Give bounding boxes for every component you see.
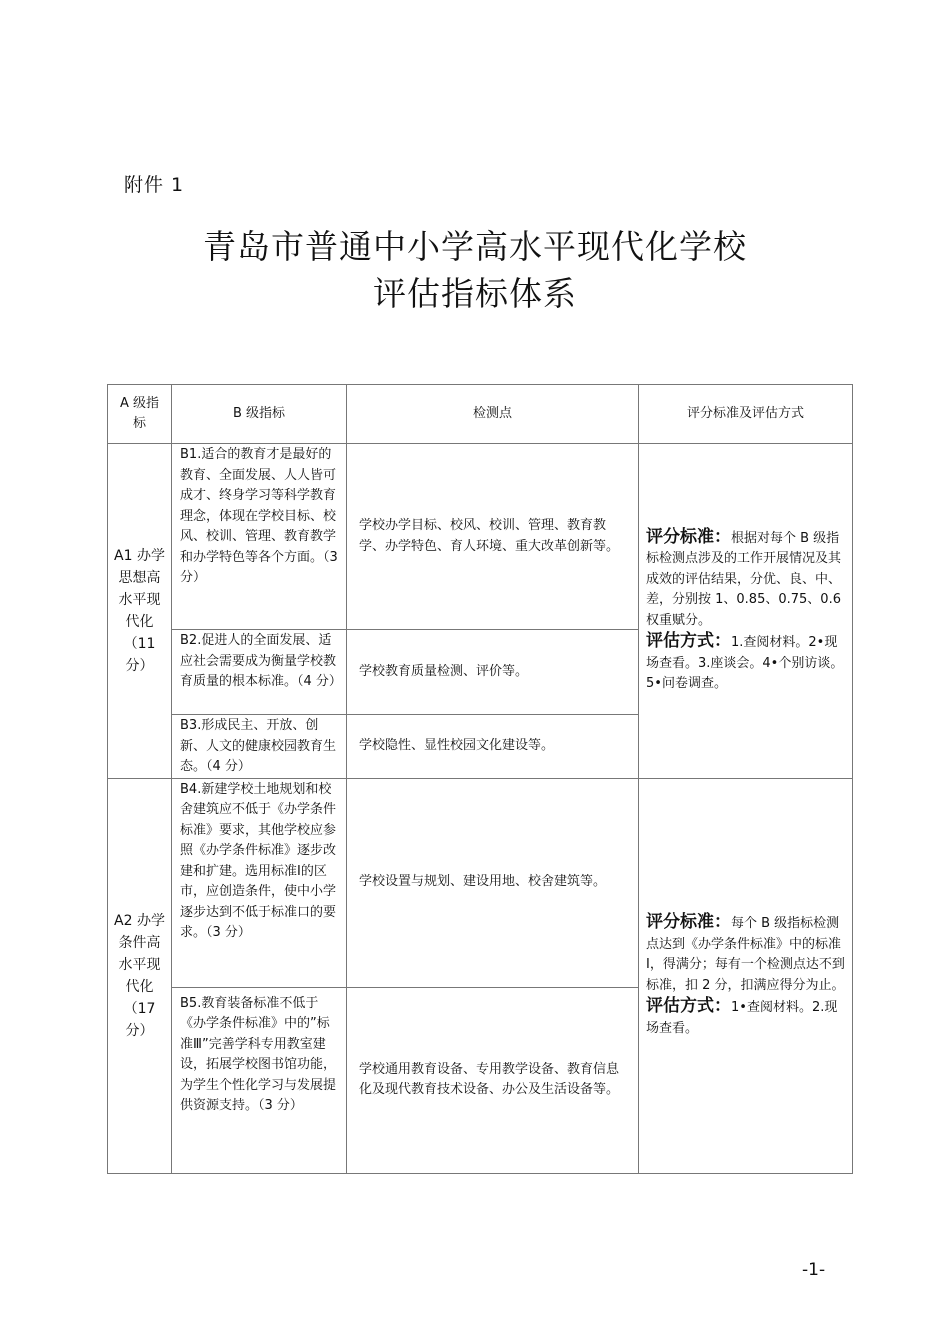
b5-check: 学校通用教育设备、专用教学设备、教育信息化及现代教育技术设备、办公及生活设备等。 — [347, 987, 639, 1173]
score-text: 根据对每个 B 级指标检测点涉及的工作开展情况及其成效的评估结果，分优、良、中、差，分别按 1、0.85、0.75、0.6 权重赋分。 — [646, 530, 842, 628]
method-label: 评估方式： — [646, 631, 731, 652]
title-line-1: 青岛市普通中小学高水平现代化学校 — [203, 227, 747, 266]
b2-text: B2.促进人的全面发展、适应社会需要成为衡量学校教育质量的根本标准。（4 分） — [172, 630, 347, 715]
b1-text: B1.适合的教育才是最好的教育、全面发展、人人皆可成才、终身学习等科学教育理念，体现在学校目标、校风、校训、管理、教育教学和办学特色等各个方面。（3 分） — [172, 444, 347, 630]
b2-check: 学校教育质量检测、评价等。 — [347, 630, 639, 715]
b3-text: B3.形成民主、开放、创新、人文的健康校园教育生态。（4 分） — [172, 715, 347, 779]
method-label: 评估方式： — [646, 996, 731, 1016]
a2-scoring — [639, 778, 853, 1173]
table-header-row — [108, 385, 853, 444]
a1-label: A1 办学思想高水平现代化（11 分） — [108, 444, 172, 779]
indicator-table — [107, 384, 853, 1174]
header-check-points: 检测点 — [347, 385, 639, 444]
method-text: 1.查阅材料。2•现场查看。3.座谈会。4•个别访谈。5•问卷调查。 — [646, 635, 844, 692]
score-label: 评分标准： — [646, 912, 731, 932]
page-number: -1- — [802, 1260, 826, 1280]
method-text: 1•查阅材料。2.现场查看。 — [646, 1000, 838, 1036]
table-row — [108, 778, 853, 987]
header-b-level: B 级指标 — [172, 385, 347, 444]
b3-check: 学校隐性、显性校园文化建设等。 — [347, 715, 639, 779]
b1-check: 学校办学目标、校风、校训、管理、教育教学、办学特色、育人环境、重大改革创新等。 — [347, 444, 639, 630]
attachment-label: 附件 1 — [124, 174, 185, 196]
table-row — [108, 444, 853, 630]
header-a-level: A 级指标 — [108, 385, 172, 444]
b4-check: 学校设置与规划、建设用地、校舍建筑等。 — [347, 778, 639, 987]
score-text: 每个 B 级指标检测点达到《办学条件标准》中的标准Ⅰ，得满分；每有一个检测点达不到标准，扣 2 分，扣满应得分为止。 — [646, 916, 845, 993]
title-line-2: 评估指标体系 — [373, 274, 577, 313]
b5-text: B5.教育装备标准不低于《办学条件标准》中的”标准Ⅲ”完善学科专用教室建设，拓展学校图书馆功能，为学生个性化学习与发展提供资源支持。（3 分） — [172, 987, 347, 1173]
b4-text: B4.新建学校土地规划和校舍建筑应不低于《办学条件标准》要求，其他学校应参照《办学条件标准》逐步改建和扩建。选用标准Ⅰ的区市，应创造条件，使中小学逐步达到不低于标准口的要求。（3 分） — [172, 778, 347, 987]
score-label: 评分标准： — [646, 526, 731, 547]
page-title — [0, 223, 950, 317]
a1-scoring — [639, 444, 853, 779]
header-scoring: 评分标准及评估方式 — [639, 385, 853, 444]
a2-label: A2 办学条件高水平现代化（17 分） — [108, 778, 172, 1173]
